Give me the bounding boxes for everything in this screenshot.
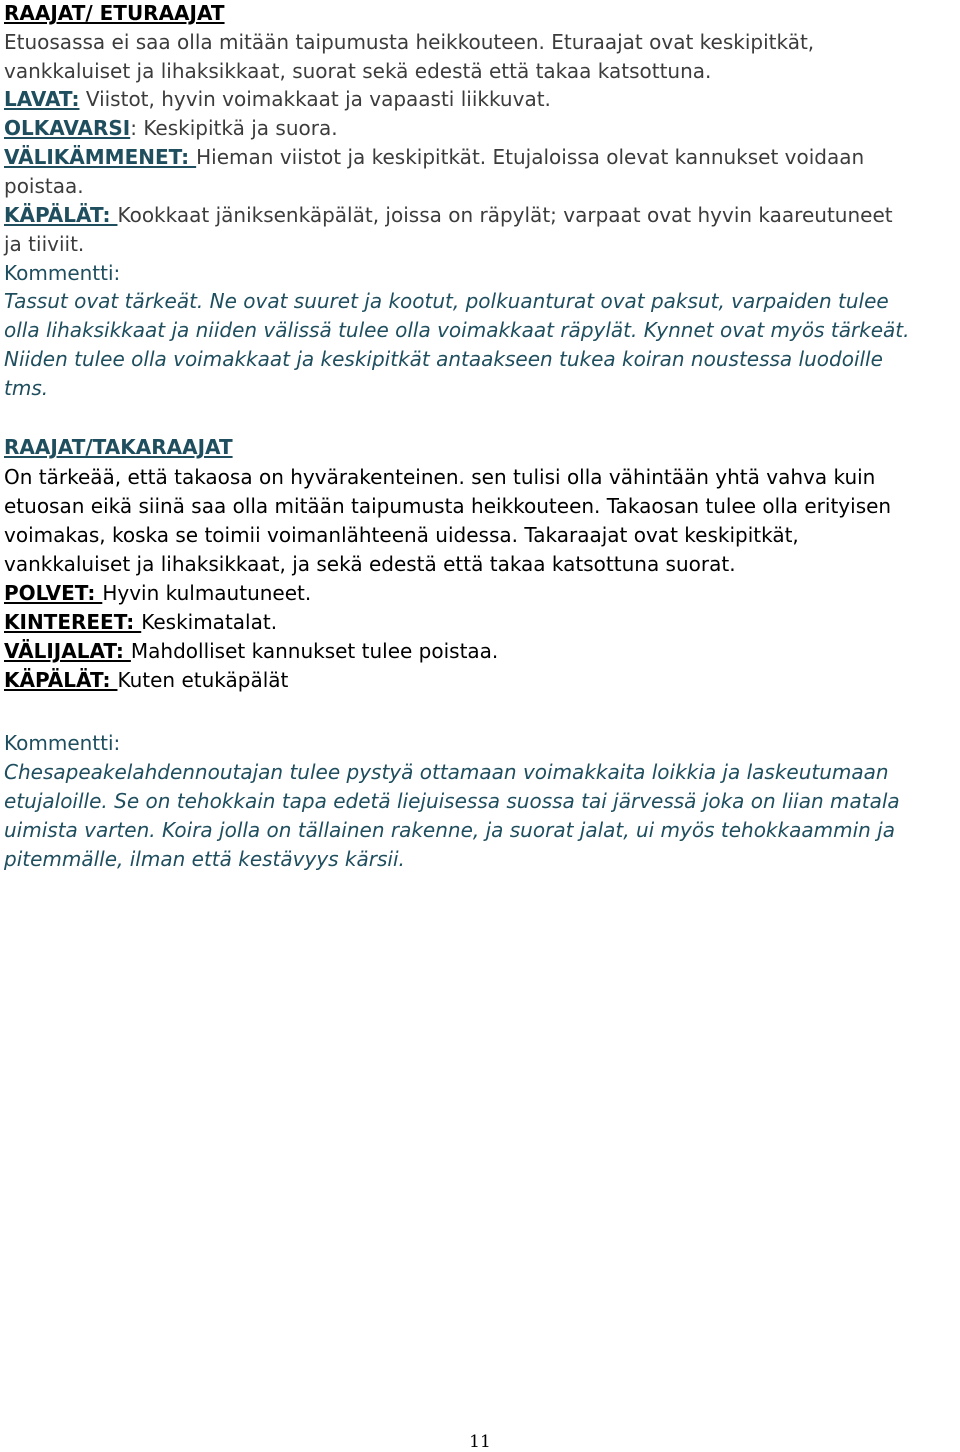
- comment-line: Niiden tulee olla voimakkaat ja keskipitkät antaakseen tukea koiran noustessa luodoille: [4, 347, 883, 371]
- valijalat-label: VÄLIJALAT:: [4, 639, 131, 663]
- comment-line: tms.: [4, 376, 49, 400]
- lavat-row: [4, 86, 551, 112]
- heading-front-limbs: RAAJAT/ ETURAAJAT: [4, 1, 225, 25]
- valikammenet-text-cont: poistaa.: [4, 174, 84, 198]
- kapalat-text: Kookkaat jäniksenkäpälät, joissa on räpylät; varpaat ovat hyvin kaareutuneet: [117, 203, 893, 227]
- kapalat-label: KÄPÄLÄT:: [4, 203, 118, 227]
- comment-line: etujaloille. Se on tehokkain tapa edetä liejuisessa suossa tai järvessä joka on liian matala: [4, 789, 900, 813]
- olkavarsi-text: : Keskipitkä ja suora.: [130, 116, 338, 140]
- front-intro-line: vankkaluiset ja lihaksikkaat, suorat sekä edestä että takaa katsottuna.: [4, 59, 712, 83]
- hind-text-line: On tärkeää, että takaosa on hyvärakenteinen. sen tulisi olla vähintään yhtä vahva kuin: [4, 465, 876, 489]
- olkavarsi-row: [4, 115, 338, 141]
- comment-line: olla lihaksikkaat ja niiden välissä tulee olla voimakkaat räpylät. Kynnet ovat myös tärkeät.: [4, 318, 910, 342]
- comment-line: pitemmälle, ilman että kestävyys kärsii.: [4, 847, 405, 871]
- page-number: 11: [469, 1432, 491, 1452]
- olkavarsi-label: OLKAVARSI: [4, 116, 131, 140]
- comment-label: Kommentti:: [4, 731, 121, 755]
- valijalat-row: [4, 638, 498, 664]
- valikammenet-text: Hieman viistot ja keskipitkät. Etujaloissa olevat kannukset voidaan: [196, 145, 865, 169]
- comment-line: Chesapeakelahdennoutajan tulee pystyä ottamaan voimakkaita loikkia ja laskeutumaan: [4, 760, 889, 784]
- kapalat-hind-label: KÄPÄLÄT:: [4, 668, 118, 692]
- comment-line: uimista varten. Koira jolla on tällainen rakenne, ja suorat jalat, ui myös tehokkaammin ja: [4, 818, 895, 842]
- hind-text-line: etuosan eikä siinä saa olla mitään taipumusta heikkouteen. Takaosan tulee olla erityisen: [4, 494, 892, 518]
- kintereet-label: KINTEREET:: [4, 610, 142, 634]
- front-intro-line: Etuosassa ei saa olla mitään taipumusta heikkouteen. Eturaajat ovat keskipitkät,: [4, 30, 815, 54]
- lavat-label: LAVAT:: [4, 87, 80, 111]
- heading-hind-limbs: RAAJAT/TAKARAAJAT: [4, 435, 233, 459]
- polvet-text: Hyvin kulmautuneet.: [102, 581, 312, 605]
- kapalat-hind-text: Kuten etukäpälät: [117, 668, 289, 692]
- valijalat-text: Mahdolliset kannukset tulee poistaa.: [130, 639, 499, 663]
- comment-label: Kommentti:: [4, 261, 121, 285]
- kapalat-hind-row: [4, 667, 288, 693]
- lavat-text: Viistot, hyvin voimakkaat ja vapaasti liikkuvat.: [79, 87, 551, 111]
- kapalat-text-cont: ja tiiviit.: [4, 232, 85, 256]
- valikammenet-row: [4, 144, 864, 170]
- hind-text-line: voimakas, koska se toimii voimanlähteenä uidessa. Takaraajat ovat keskipitkät,: [4, 523, 799, 547]
- polvet-row: [4, 580, 311, 606]
- valikammenet-label: VÄLIKÄMMENET:: [4, 145, 197, 169]
- comment-line: Tassut ovat tärkeät. Ne ovat suuret ja kootut, polkuanturat ovat paksut, varpaiden tulee: [4, 289, 889, 313]
- kapalat-row: [4, 202, 893, 228]
- polvet-label: POLVET:: [4, 581, 103, 605]
- kintereet-text: Keskimatalat.: [141, 610, 278, 634]
- hind-text-line: vankkaluiset ja lihaksikkaat, ja sekä edestä että takaa katsottuna suorat.: [4, 552, 736, 576]
- kintereet-row: [4, 609, 277, 635]
